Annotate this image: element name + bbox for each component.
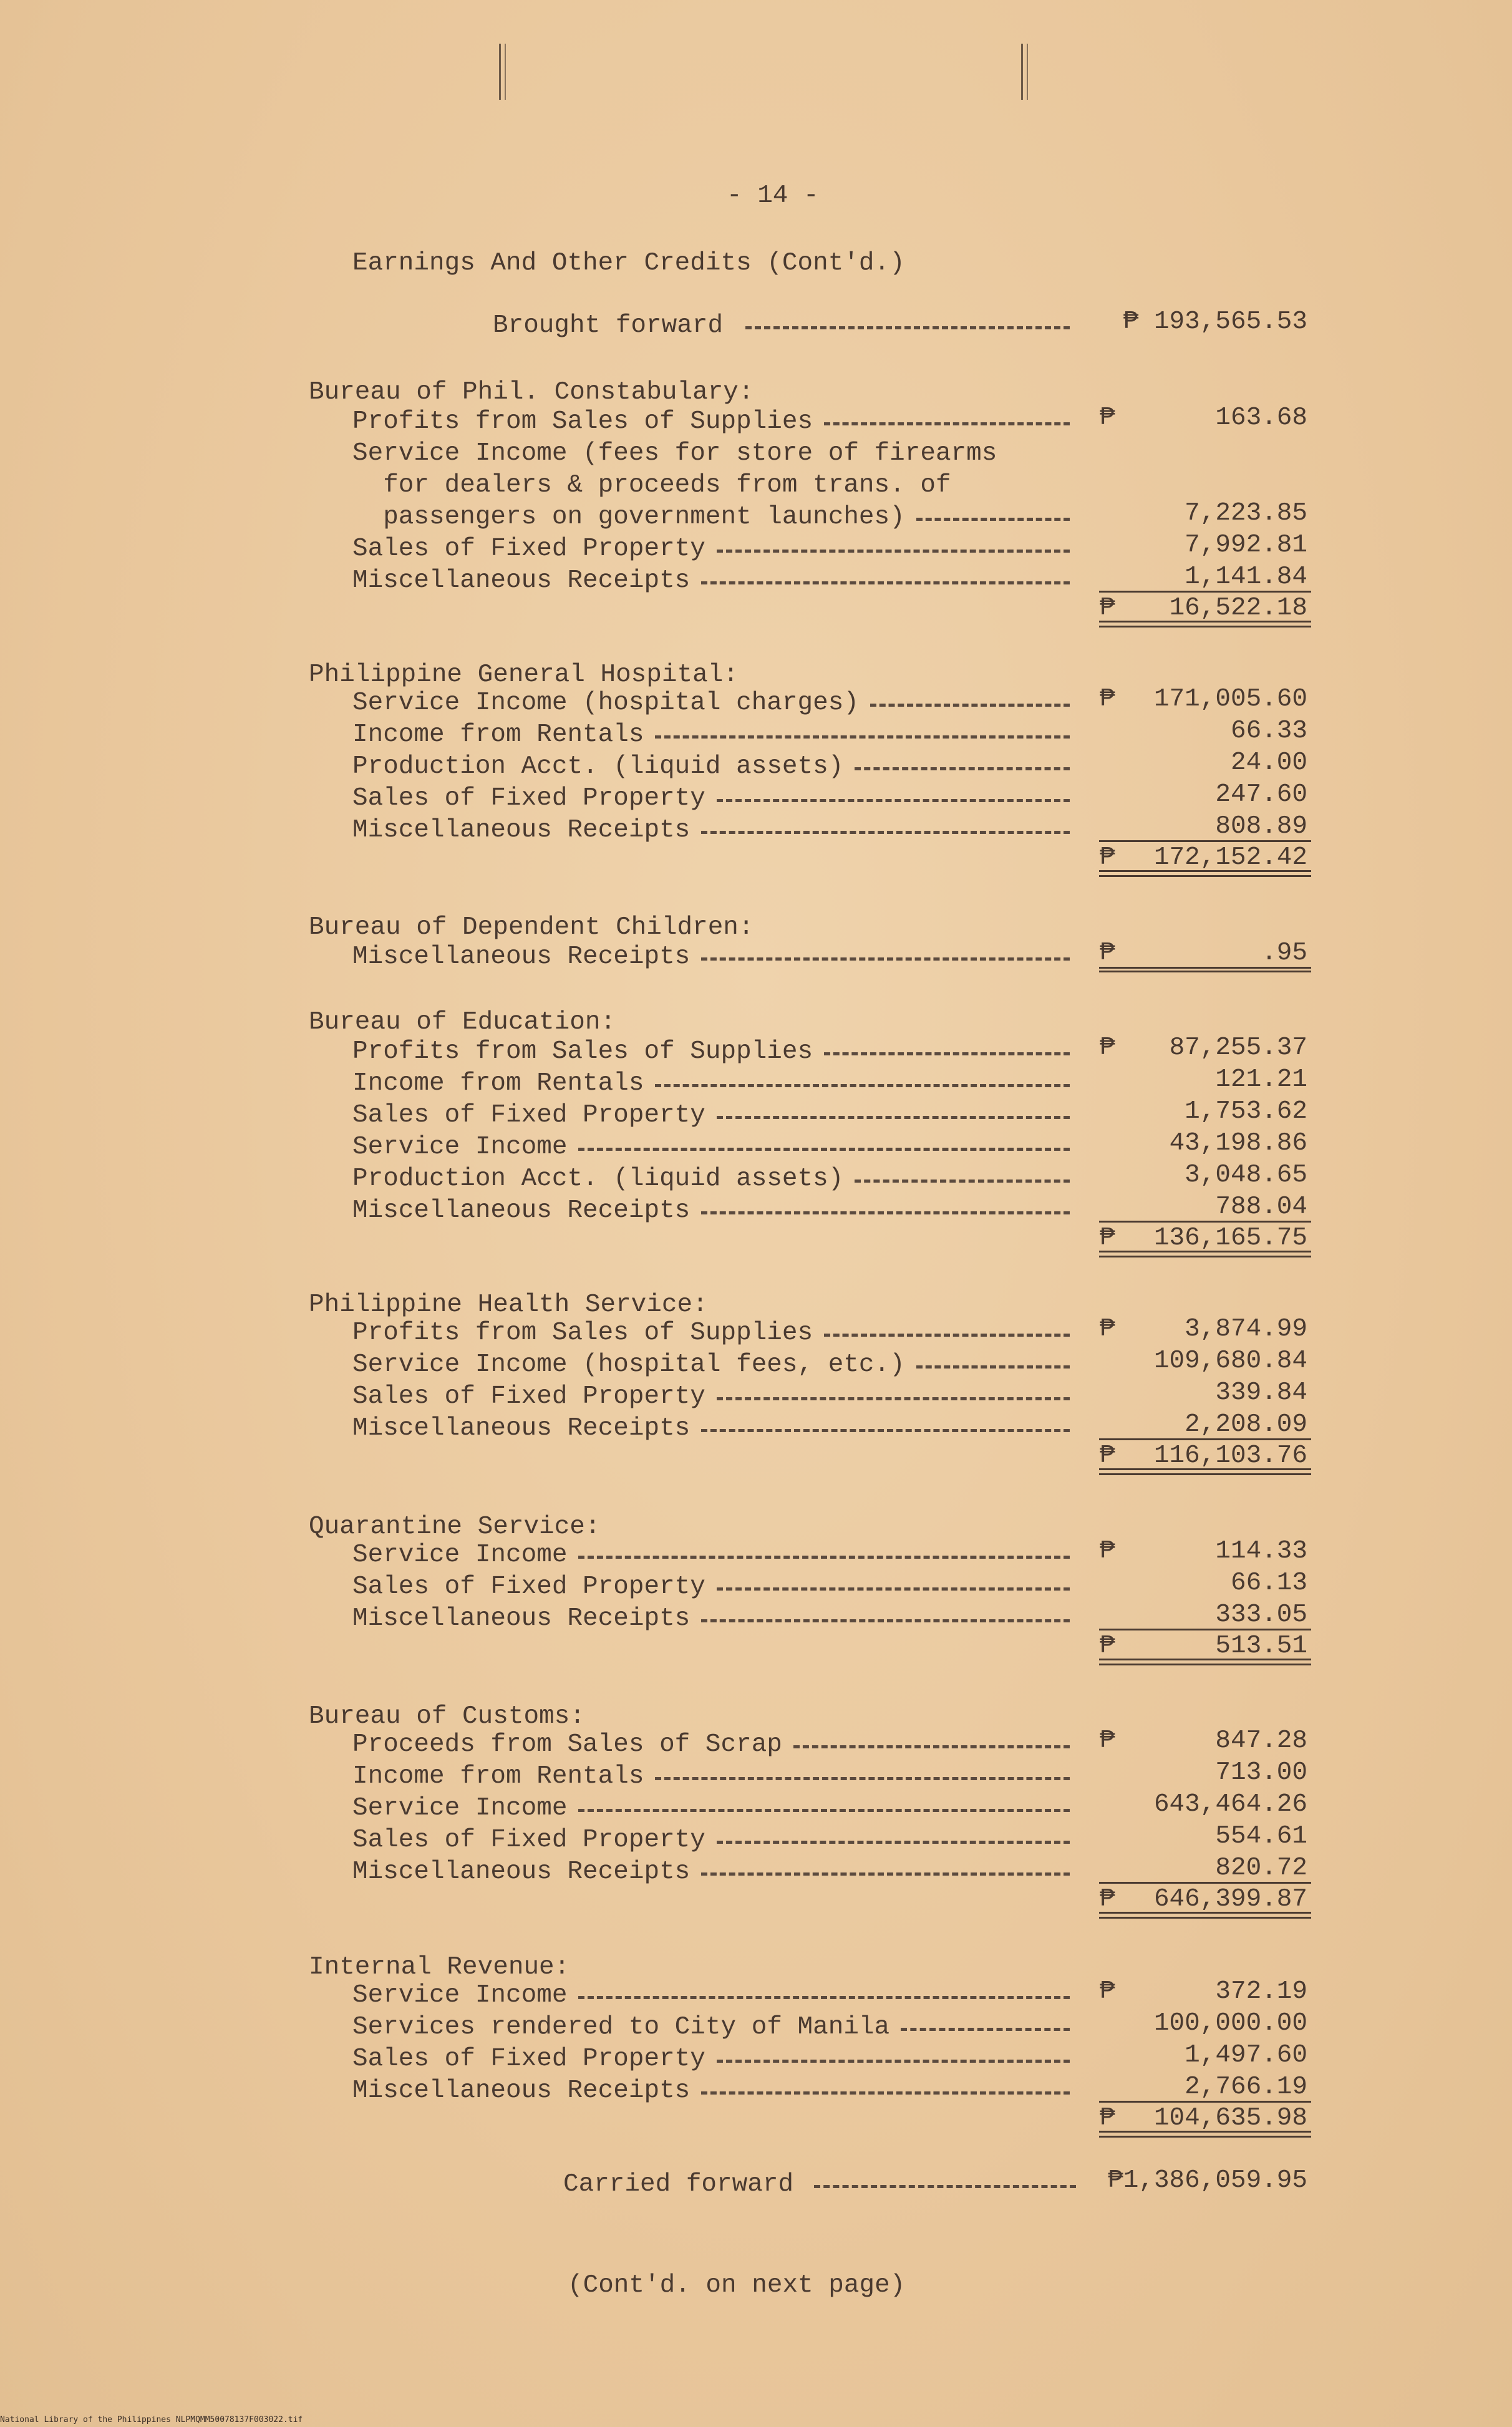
- line-item-label: Miscellaneous Receipts: [352, 1858, 691, 1886]
- page-heading: Earnings And Other Credits (Cont'd.): [352, 249, 905, 278]
- section-total: 513.51: [1215, 1632, 1307, 1660]
- line-item-amount: 1,141.84: [1185, 563, 1307, 591]
- line-item-amount: 3,048.65: [1185, 1161, 1307, 1189]
- leader-dashes: [701, 581, 1070, 584]
- leader-dashes: [655, 1777, 1070, 1780]
- leader-dashes: [717, 1116, 1070, 1119]
- section-title: Internal Revenue:: [309, 1953, 570, 1982]
- line-item-amount: 808.89: [1215, 812, 1307, 841]
- carried-forward-label: Carried forward: [563, 2170, 794, 2199]
- leader-dashes: [701, 1619, 1070, 1622]
- leader-dashes: [793, 1745, 1070, 1748]
- line-item-label: Service Income (hospital charges): [352, 689, 859, 717]
- line-item-label: Profits from Sales of Supplies: [352, 1319, 813, 1347]
- line-item-label: Service Income (fees for store of firearms: [352, 439, 997, 468]
- total-underline: [1099, 971, 1311, 972]
- line-item-label: Service Income: [352, 1981, 568, 2010]
- line-item-label: Miscellaneous Receipts: [352, 942, 691, 971]
- leader-dashes: [916, 518, 1070, 521]
- subtotal-underline: [1099, 1221, 1311, 1223]
- line-item-label: Miscellaneous Receipts: [352, 1196, 691, 1225]
- leader-dashes: [578, 1809, 1070, 1812]
- line-item-label: Miscellaneous Receipts: [352, 816, 691, 845]
- line-item-label: Income from Rentals: [352, 720, 644, 749]
- line-item-amount: 66.13: [1230, 1569, 1307, 1597]
- line-item-amount: 339.84: [1215, 1378, 1307, 1407]
- line-item-label: Profits from Sales of Supplies: [352, 1037, 813, 1066]
- line-item-amount: 1,497.60: [1185, 2041, 1307, 2070]
- line-item-label: Production Acct. (liquid assets): [352, 752, 844, 781]
- scan-footer: National Library of the Philippines NLPMQMM50078137F003022.tif: [0, 2415, 303, 2425]
- leader-dashes: [701, 831, 1070, 834]
- line-item-label: for dealers & proceeds from trans. of: [352, 471, 951, 500]
- leader-dashes: [701, 957, 1070, 961]
- line-item-label: Miscellaneous Receipts: [352, 566, 691, 595]
- leader-dashes: [655, 735, 1070, 739]
- line-item-amount: 109,680.84: [1153, 1347, 1307, 1375]
- peso-sign: ₱: [1100, 685, 1115, 714]
- leader-dashes: [824, 1052, 1070, 1055]
- leader-dashes: [855, 767, 1070, 770]
- line-item-amount: 163.68: [1215, 404, 1307, 432]
- line-item-label: Sales of Fixed Property: [352, 535, 705, 563]
- peso-sign: ₱: [1100, 939, 1115, 967]
- leader-dashes: [701, 1211, 1070, 1214]
- line-item-amount: 713.00: [1215, 1758, 1307, 1787]
- section-title: Philippine General Hospital:: [309, 661, 739, 689]
- leader-dashes: [814, 2185, 1076, 2188]
- line-item-amount: 847.28: [1215, 1727, 1307, 1755]
- subtotal-underline: [1099, 2101, 1311, 2103]
- section-title: Bureau of Customs:: [309, 1702, 585, 1731]
- punch-hole-mark: [1021, 44, 1028, 100]
- peso-sign: ₱: [1100, 1885, 1115, 1914]
- peso-sign: ₱: [1100, 1977, 1115, 2006]
- line-item-amount: 2,208.09: [1185, 1410, 1307, 1439]
- leader-dashes: [655, 1084, 1070, 1087]
- section-total: 116,103.76: [1153, 1441, 1307, 1470]
- leader-dashes: [717, 1587, 1070, 1591]
- leader-dashes: [717, 550, 1070, 553]
- total-double-underline: [1099, 621, 1311, 627]
- section-title: Philippine Health Service:: [309, 1291, 708, 1319]
- leader-dashes: [701, 2091, 1070, 2095]
- subtotal-underline: [1099, 1438, 1311, 1440]
- line-item-amount: 333.05: [1215, 1601, 1307, 1629]
- line-item-amount: 1,753.62: [1185, 1097, 1307, 1126]
- section-total: 172,152.42: [1153, 843, 1307, 872]
- total-double-underline: [1099, 1468, 1311, 1475]
- line-item-label: passengers on government launches): [352, 503, 905, 531]
- line-item-label: Service Income: [352, 1133, 568, 1161]
- brought-forward-label: Brought forward: [493, 311, 724, 340]
- brought-forward-amount: ₱ 193,565.53: [1123, 308, 1307, 336]
- leader-dashes: [824, 422, 1070, 425]
- leader-dashes: [701, 1429, 1070, 1432]
- leader-dashes: [717, 2060, 1070, 2063]
- line-item-amount: .95: [1261, 939, 1307, 967]
- total-double-underline: [1099, 1659, 1311, 1665]
- leader-dashes: [916, 1365, 1070, 1369]
- total-double-underline: [1099, 1251, 1311, 1257]
- peso-sign: ₱: [1100, 1727, 1115, 1755]
- line-item-amount: 7,223.85: [1185, 499, 1307, 528]
- subtotal-underline: [1099, 967, 1311, 969]
- line-item-amount: 43,198.86: [1169, 1129, 1307, 1158]
- continued-note: (Cont'd. on next page): [568, 2271, 906, 2300]
- subtotal-underline: [1099, 1882, 1311, 1884]
- section-title: Bureau of Dependent Children:: [309, 913, 754, 942]
- line-item-amount: 643,464.26: [1153, 1790, 1307, 1819]
- peso-sign: ₱: [1100, 1537, 1115, 1566]
- line-item-label: Production Acct. (liquid assets): [352, 1165, 844, 1193]
- punch-hole-mark: [499, 44, 506, 100]
- section-total: 136,165.75: [1153, 1224, 1307, 1252]
- page-number: - 14 -: [727, 182, 819, 210]
- line-item-amount: 66.33: [1230, 717, 1307, 745]
- peso-sign: ₱: [1100, 1441, 1115, 1470]
- peso-sign: ₱: [1100, 1034, 1115, 1062]
- line-item-label: Service Income: [352, 1794, 568, 1823]
- line-item-label: Miscellaneous Receipts: [352, 1604, 691, 1633]
- line-item-amount: 554.61: [1215, 1822, 1307, 1851]
- line-item-amount: 788.04: [1215, 1193, 1307, 1221]
- line-item-label: Service Income (hospital fees, etc.): [352, 1350, 905, 1379]
- peso-sign: ₱: [1100, 594, 1115, 622]
- line-item-amount: 372.19: [1215, 1977, 1307, 2006]
- line-item-amount: 3,874.99: [1185, 1315, 1307, 1344]
- line-item-label: Income from Rentals: [352, 1762, 644, 1791]
- line-item-amount: 247.60: [1215, 780, 1307, 809]
- section-title: Bureau of Education:: [309, 1008, 616, 1037]
- peso-sign: ₱: [1100, 2104, 1115, 2133]
- line-item-amount: 24.00: [1230, 748, 1307, 777]
- section-title: Quarantine Service:: [309, 1513, 601, 1541]
- line-item-label: Sales of Fixed Property: [352, 1826, 705, 1854]
- peso-sign: ₱: [1100, 843, 1115, 872]
- line-item-amount: 114.33: [1215, 1537, 1307, 1566]
- section-total: 16,522.18: [1169, 594, 1307, 622]
- leader-dashes: [717, 1841, 1070, 1844]
- subtotal-underline: [1099, 591, 1311, 593]
- line-item-label: Miscellaneous Receipts: [352, 2076, 691, 2105]
- total-double-underline: [1099, 1912, 1311, 1919]
- line-item-label: Service Income: [352, 1541, 568, 1569]
- line-item-amount: 171,005.60: [1153, 685, 1307, 714]
- line-item-amount: 2,766.19: [1185, 2073, 1307, 2101]
- section-title: Bureau of Phil. Constabulary:: [309, 378, 754, 407]
- line-item-label: Sales of Fixed Property: [352, 1572, 705, 1601]
- leader-dashes: [745, 326, 1070, 329]
- line-item-label: Profits from Sales of Supplies: [352, 407, 813, 436]
- section-total: 646,399.87: [1153, 1885, 1307, 1914]
- line-item-amount: 121.21: [1215, 1065, 1307, 1094]
- peso-sign: ₱: [1100, 1315, 1115, 1344]
- leader-dashes: [717, 1397, 1070, 1400]
- leader-dashes: [578, 1148, 1070, 1151]
- leader-dashes: [701, 1872, 1070, 1876]
- line-item-label: Sales of Fixed Property: [352, 1101, 705, 1130]
- leader-dashes: [870, 704, 1070, 707]
- line-item-amount: 87,255.37: [1169, 1034, 1307, 1062]
- line-item-label: Sales of Fixed Property: [352, 1382, 705, 1411]
- section-total: 104,635.98: [1153, 2104, 1307, 2133]
- line-item-amount: 7,992.81: [1185, 531, 1307, 560]
- total-double-underline: [1099, 2131, 1311, 2138]
- line-item-label: Services rendered to City of Manila: [352, 2013, 890, 2042]
- subtotal-underline: [1099, 1629, 1311, 1630]
- leader-dashes: [855, 1180, 1070, 1183]
- line-item-label: Miscellaneous Receipts: [352, 1414, 691, 1443]
- line-item-amount: 100,000.00: [1153, 2009, 1307, 2038]
- line-item-label: Sales of Fixed Property: [352, 784, 705, 813]
- peso-sign: ₱: [1100, 1224, 1115, 1252]
- leader-dashes: [717, 799, 1070, 802]
- line-item-label: Sales of Fixed Property: [352, 2045, 705, 2073]
- subtotal-underline: [1099, 840, 1311, 842]
- peso-sign: ₱: [1100, 1632, 1115, 1660]
- leader-dashes: [578, 1556, 1070, 1559]
- leader-dashes: [578, 1996, 1070, 1999]
- carried-forward-amount: ₱1,386,059.95: [1108, 2166, 1307, 2195]
- line-item-amount: 820.72: [1215, 1854, 1307, 1882]
- peso-sign: ₱: [1100, 404, 1115, 432]
- line-item-label: Proceeds from Sales of Scrap: [352, 1730, 782, 1759]
- leader-dashes: [901, 2028, 1070, 2031]
- line-item-label: Income from Rentals: [352, 1069, 644, 1098]
- leader-dashes: [824, 1334, 1070, 1337]
- total-double-underline: [1099, 870, 1311, 877]
